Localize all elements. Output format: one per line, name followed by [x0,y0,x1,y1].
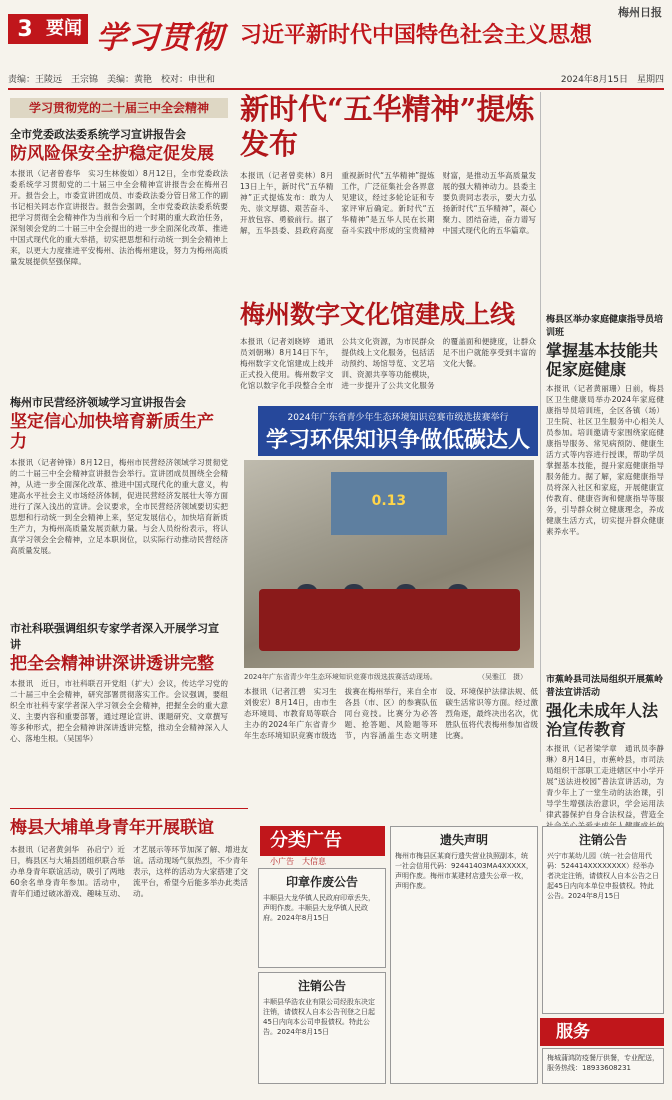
brand-calligraphy: 学习贯彻 [96,20,224,56]
museum-story [240,300,536,406]
column-divider [540,92,541,812]
sidebar-body: 本报讯（记者梁学章 通讯员李静琳）8月14日，市蕉岭县，市司法局组织干部职工走进辖区中小学开展“送法进校园”普法宣讲活动，为青少年上了一堂生动的法治课，引导学生增强法治意识，学会运用法律武器保护自身合法权益，营造全 [546,744,664,820]
classified-header [260,826,385,856]
notice-text: 兴宁市某幼儿园（统一社会信用代码：524414XXXXXXXX）经举办者决定注销，请债权人自本公告之日起45日内向本单位申报债权。特此公告。2024年8月15日 [547,852,659,900]
photo-credit: （吴雅江 摄） [478,673,527,681]
notice-title: 注销公告 [578,833,627,847]
eco-story [244,686,538,818]
sidebar-title: 强化未成年人法治宣传教育 [546,701,659,740]
notice-deregistration [258,972,386,1084]
divider [10,808,248,809]
brand-title: 习近平新时代中国特色社会主义思想 [240,23,593,48]
photo-caption: 2024年广东省青少年生态环境知识竞赛市级选拔赛活动现场。 [244,673,437,681]
editors-line: 责编：王陵远 王宗锦 美编：黄艳 校对：申世和 [8,75,216,85]
notice-lost [390,826,538,1084]
notice-seal-void [258,868,386,968]
contest-table [259,589,520,651]
article-private-economy [10,394,228,637]
lead-title: 新时代“五华精神”提炼发布 [240,92,535,161]
page-label: 要闻 [40,14,88,44]
notice-text: 梅州市梅县区某商行遗失营业执照副本，统一社会信用代码：92441403MA4XXXXX，声明作废。梅州市某建材店遗失公章一枚，声明作废。 [395,852,533,890]
article-title: 梅县大埔单身青年开展联谊 [10,818,214,838]
newspaper-logo: 梅州日报 [618,6,662,19]
masthead [0,0,672,56]
article-body: 本报讯（记者曾春华 实习生林俊如）8月12日，全市党委政法委系统学习贯彻党的二十届三中全会精神宣讲报告会在梅州召开。报告会上，市委宣讲团成员、市委政法委分管日常工作的副书记相关同志作宣讲报告。报告会强调，全市党委政法委系统要把学习贯彻全会精神作为当前和今后一个时期的重大政治任务，深刻领会党的二十届三中全会提出的进一步全面深化改革、推进中国式现代化的重大举措，切实把思想和行动统一到全会精神上来，以更大力度推进平安梅州、法治梅州建设，努力为梅州高质量发展提供坚强保障。 [10,169,228,267]
eco-body: 本报讯（记者江碧 实习生刘俊宏）8月14日，由市生态环境局、市教育局等联合主办的2024年广东省青少年生态环境知识竞赛市级选拔赛在梅州举行，来自全市各县（市、区）的参赛队伍同台竞技。比赛分为必答题、抢答题、风险题等环节，内容涵盖生态文明建设、环境保护法律法规、低碳生活常识等方面。经过激烈角逐，最终决出名次，优胜队伍将代表梅州参加省级比赛。 [244,687,538,740]
service-text: 梅城蒲鸿防疫餐厅供餐，专业配送，服务热线：18933608231 [547,1054,659,1072]
museum-body: 本报讯（记者刘晓婷 通讯员刘朝琳）8月14日下午，梅州数字文化馆建成上线并正式投入使用。梅州数字文化馆以数字化手段整合全市公共文化资源，为市民群众提供线上文化服务，包括活动预约、场馆导览、文艺培训、资源共享等功能模块，进一步提升了公共文化服务的覆盖面和便捷度，让群众足不出户就能享受到丰富的文化大餐。 [240,337,536,390]
sidebar-body: 本报讯（记者黄丽珊）日前，梅县区卫生健康局举办2024年家庭健康指导员培训班，全区各镇（场）卫生院、社区卫生服务中心相关人员参加。培训邀请专家围绕家庭健康指导服务、常见病预防、健康生活方式等内容进行授课，帮助学员掌握基本技能，提升家庭健康指导服务能力。据了解，家庭健康指导员将深入社区和家庭，开展健康宣传教育、健康咨询和健康指导等服务，引导群众树立健康理念，养成健康生活方式，切实提升群众健康素养水平。 [546,384,664,537]
banner-subtitle: 2024年广东省青少年生态环境知识竞赛市级选拔赛举行 [287,413,509,423]
article-kicker: 梅州市民营经济领域学习宣讲报告会 [10,396,186,409]
notice-text: 丰顺县大龙华镇人民政府印章丢失，声明作废。丰顺县大龙华镇人民政府。2024年8月15日 [263,894,375,922]
article-body: 本报讯（记者钟锋）8月12日，梅州市民营经济领域学习贯彻党的二十届三中全会精神宣讲报告会举行。宣讲团成员围绕全会精神，从进一步全面深化改革、推进中国式现代化的重大意义，构建高水平社会主义市场经济体制，促进民营经济发展壮大等方面进行了深入浅出的宣讲。会议要求，全市民营经济领域要切实把思想和行动统一到全会精神上来，坚定发展信心，加快培育新质生产力，为梅州高质量发展贡献力量。与会人员纷纷表示，将认真学习领会全会精神，立足本职岗位，以实际行动推动民营经济高质量发展。 [10,457,228,555]
issue-date: 2024年8月15日 星期四 [560,75,664,85]
notice-title: 遗失声明 [439,833,488,847]
article-body: 本报讯（记者黄剑华 孙启宁）近日，梅县区与大埔县团组织联合举办单身青年联谊活动，吸引了两地60余名单身青年参加。活动中，青年们通过破冰游戏、趣味互动、才艺展示等环节加深了解、增进友谊。活动现场气氛热烈，不少青年表示，这样的活动为大家搭建了交流平台，希望今后能多举办此类活动。 [10,845,248,899]
eco-banner [258,406,538,456]
event-photo [244,460,534,668]
article-title: 防风险保安全护稳定促发展 [10,144,214,164]
article-title: 坚定信心加快培育新质生产力 [10,412,214,453]
banner-title: 学习环保知识争做低碳达人 [265,428,530,453]
editor-bar [8,72,664,90]
notice-text: 丰顺县华浩农业有限公司经股东决定注销，请债权人自本公告刊登之日起45日内向本公司申报债权。特此公告。2024年8月15日 [263,998,375,1036]
article-kicker: 全市党委政法委系统学习宣讲报告会 [10,128,186,141]
article-kicker: 市社科联强调组织专家学者深入开展学习宣讲 [10,622,219,651]
article-safety [10,126,228,386]
article-title: 把全会精神讲深讲透讲完整 [10,654,214,674]
service-title: 服务 [556,1022,590,1042]
notice-title: 注销公告 [297,979,346,993]
classified-title: 分类广告 [270,830,342,851]
lead-body: 本报讯（记者曾奕林）8月13日上午，新时代“五华精神”正式提炼发布：敢为人先、崇文厚德、艰苦奋斗、开放包容、勇毅前行。据了解，五华县委、县政府高度重视新时代“五华精神”提炼工作，广泛征集社会各界意见建议，经过多轮论证和专家评审后确定。新时代“五华精神”是五华人民在长期奋斗实践中形成的宝贵精神财富，是推动五华高质量发展的强大精神动力。县委主要负责同志表示，要大力弘扬新时代“五华精神”，凝心聚力、团结奋进，奋力谱写中国式现代化的五华篇章。 [240,170,536,235]
service-header [540,1018,664,1046]
sidebar-kicker: 梅县区举办家庭健康指导员培训班 [546,315,664,338]
screen-score: 0.13 [371,493,407,510]
sidebar-title: 掌握基本技能共促家庭健康 [546,341,659,380]
museum-title: 梅州数字文化馆建成上线 [240,300,516,329]
service-ad [542,1048,664,1084]
classified-sub: 小广告 大信息 [270,857,326,866]
article-body: 本报讯 近日，市社科联召开党组（扩大）会议，传达学习党的二十届三中全会精神，研究部署贯彻落实工作。会议强调，要组织全市社科专家学者深入学习领会全会精神，把握全会的重大意义、主要内容和重要部署，通过理论宣讲、课题研究、文章撰写等多种形式，把全会精神讲深讲透讲完整，推动全会精神深入人心、落地生根。（吴国华） [10,679,228,744]
article-social-science [10,620,228,834]
notice-kindergarten [542,826,664,1014]
theme-box: 学习贯彻党的二十届三中全会精神 [10,98,228,118]
sidebar-kicker: 市蕉岭县司法局组织开展蕉岭普法宣讲活动 [546,675,664,698]
page-number: 3 [8,14,42,44]
sidebar-health [546,312,664,683]
article-youth-mixer [10,816,248,1084]
notice-title: 印章作废公告 [285,875,358,889]
